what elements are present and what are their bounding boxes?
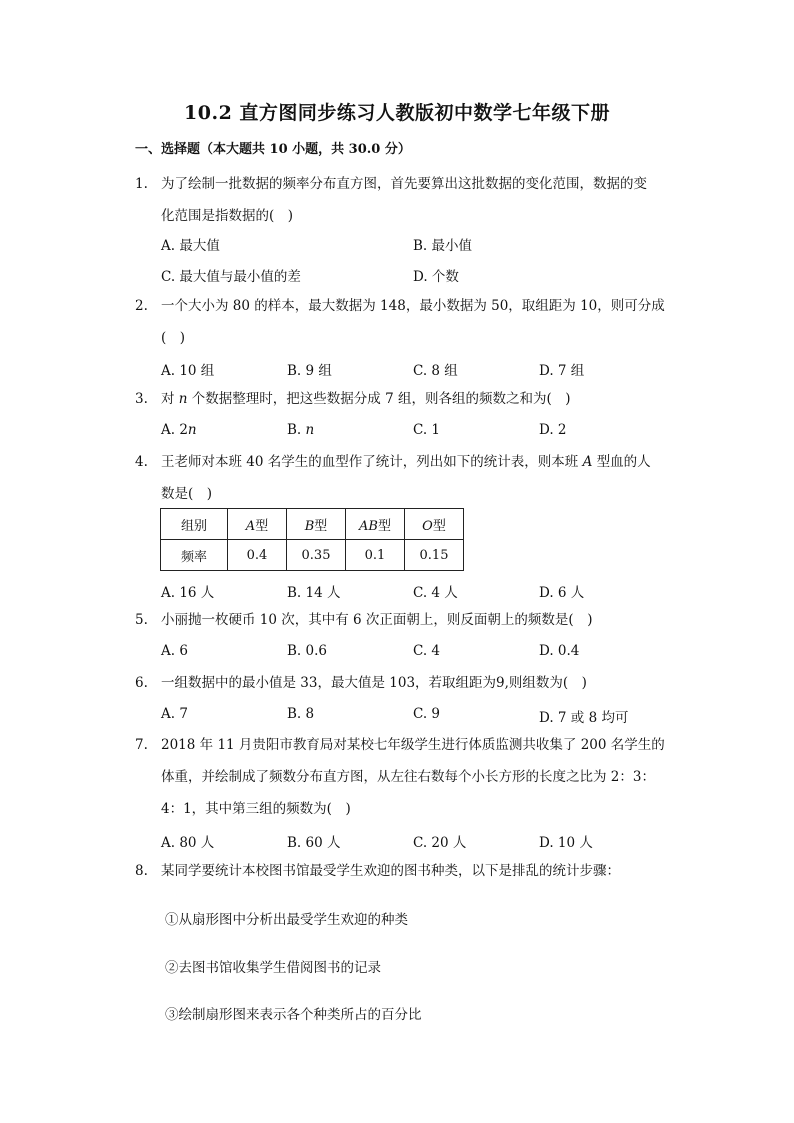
question-number: 7. — [135, 737, 148, 753]
section-heading: 一、选择题（本大题共 10 小题，共 30.0 分） — [135, 142, 411, 157]
question-8 — [135, 855, 675, 887]
question-stem: 对 n 个数据整理时，把这些数据分成 7 组，则各组的频数之和为( ) — [161, 391, 571, 407]
question-number: 4. — [135, 454, 148, 470]
question-3 — [135, 383, 675, 415]
option-d: D. 个数 — [413, 269, 459, 285]
question-7 — [135, 729, 675, 825]
table-cell: 0.1 — [346, 540, 405, 571]
variable-a: A — [582, 454, 593, 470]
table-cell: 0.15 — [405, 540, 464, 571]
option-a: A. 6 — [161, 643, 188, 659]
question-number: 8. — [135, 863, 148, 879]
option-b: B. n — [287, 422, 315, 438]
option-d: D. 2 — [539, 422, 567, 438]
step-item: ③绘制扇形图来表示各个种类所占的百分比 — [165, 1007, 422, 1023]
option-d: D. 7 组 — [539, 363, 585, 379]
question-number: 1. — [135, 176, 148, 192]
option-b: B. 最小值 — [413, 238, 473, 254]
page-title: 10.2 直方图同步练习人教版初中数学七年级下册 — [184, 102, 610, 124]
option-a: A. 2n — [161, 422, 197, 438]
option-b: B. 14 人 — [287, 585, 341, 601]
question-number: 6. — [135, 675, 148, 691]
option-c: C. 20 人 — [413, 835, 467, 851]
option-a: A. 7 — [161, 706, 188, 722]
option-a: A. 16 人 — [161, 585, 215, 601]
option-d: D. 10 人 — [539, 835, 593, 851]
question-1 — [135, 168, 675, 232]
option-d: D. 0.4 — [539, 643, 580, 659]
question-stem: 某同学要统计本校图书馆最受学生欢迎的图书种类，以下是排乱的统计步骤： — [161, 863, 620, 879]
option-d: D. 7 或 8 均可 — [539, 710, 629, 726]
frequency-table — [160, 508, 464, 571]
table-cell: 频率 — [161, 540, 228, 571]
table-cell: B型 — [287, 509, 346, 540]
table-cell: A型 — [228, 509, 287, 540]
question-6 — [135, 667, 675, 699]
step-item: ①从扇形图中分析出最受学生欢迎的种类 — [165, 912, 408, 928]
option-a: A. 80 人 — [161, 835, 215, 851]
option-a: A. 10 组 — [161, 363, 215, 379]
option-c: C. 8 组 — [413, 363, 458, 379]
question-2 — [135, 290, 675, 354]
option-b: B. 8 — [287, 706, 315, 722]
table-cell: O型 — [405, 509, 464, 540]
table-cell: 0.4 — [228, 540, 287, 571]
table-cell: 组别 — [161, 509, 228, 540]
question-stem: 王老师对本班 40 名学生的血型作了统计，列出如下的统计表，则本班 A 型血的人 数是( ) — [161, 454, 651, 502]
option-b: B. 0.6 — [287, 643, 327, 659]
table-cell: 0.35 — [287, 540, 346, 571]
option-c: C. 4 — [413, 643, 441, 659]
option-c: C. 4 人 — [413, 585, 458, 601]
question-number: 5. — [135, 612, 148, 628]
question-stem: 小丽抛一枚硬币 10 次，其中有 6 次正面朝上，则反面朝上的频数是( ) — [161, 612, 593, 628]
question-4 — [135, 446, 675, 510]
option-d: D. 6 人 — [539, 585, 585, 601]
question-number: 3. — [135, 391, 148, 407]
option-b: B. 60 人 — [287, 835, 341, 851]
option-a: A. 最大值 — [161, 238, 220, 254]
question-5 — [135, 604, 675, 636]
table-row — [161, 540, 464, 571]
option-b: B. 9 组 — [287, 363, 332, 379]
question-number: 2. — [135, 298, 148, 314]
question-stem: 2018 年 11 月贵阳市教育局对某校七年级学生进行体质监测共收集了 200 名学生的 体重，并绘制成了频数分布直方图，从左往右数每个小长方形的长度之比为 2：3： 4：1，其中第三组的频数为( ) — [161, 737, 665, 817]
step-item: ②去图书馆收集学生借阅图书的记录 — [165, 960, 381, 976]
option-c: C. 9 — [413, 706, 441, 722]
question-stem: 一个大小为 80 的样本，最大数据为 148，最小数据为 50，取组距为 10，则可分成 ( ) — [161, 298, 665, 346]
option-c: C. 1 — [413, 422, 441, 438]
option-c: C. 最大值与最小值的差 — [161, 269, 301, 285]
table-header-row — [161, 509, 464, 540]
variable-n: n — [178, 391, 188, 407]
table-cell: AB型 — [346, 509, 405, 540]
question-stem: 一组数据中的最小值是 33，最大值是 103，若取组距为9,则组数为( ) — [161, 675, 587, 691]
question-stem: 为了绘制一批数据的频率分布直方图，首先要算出这批数据的变化范围，数据的变 化范围是指数据的( ) — [161, 176, 647, 224]
